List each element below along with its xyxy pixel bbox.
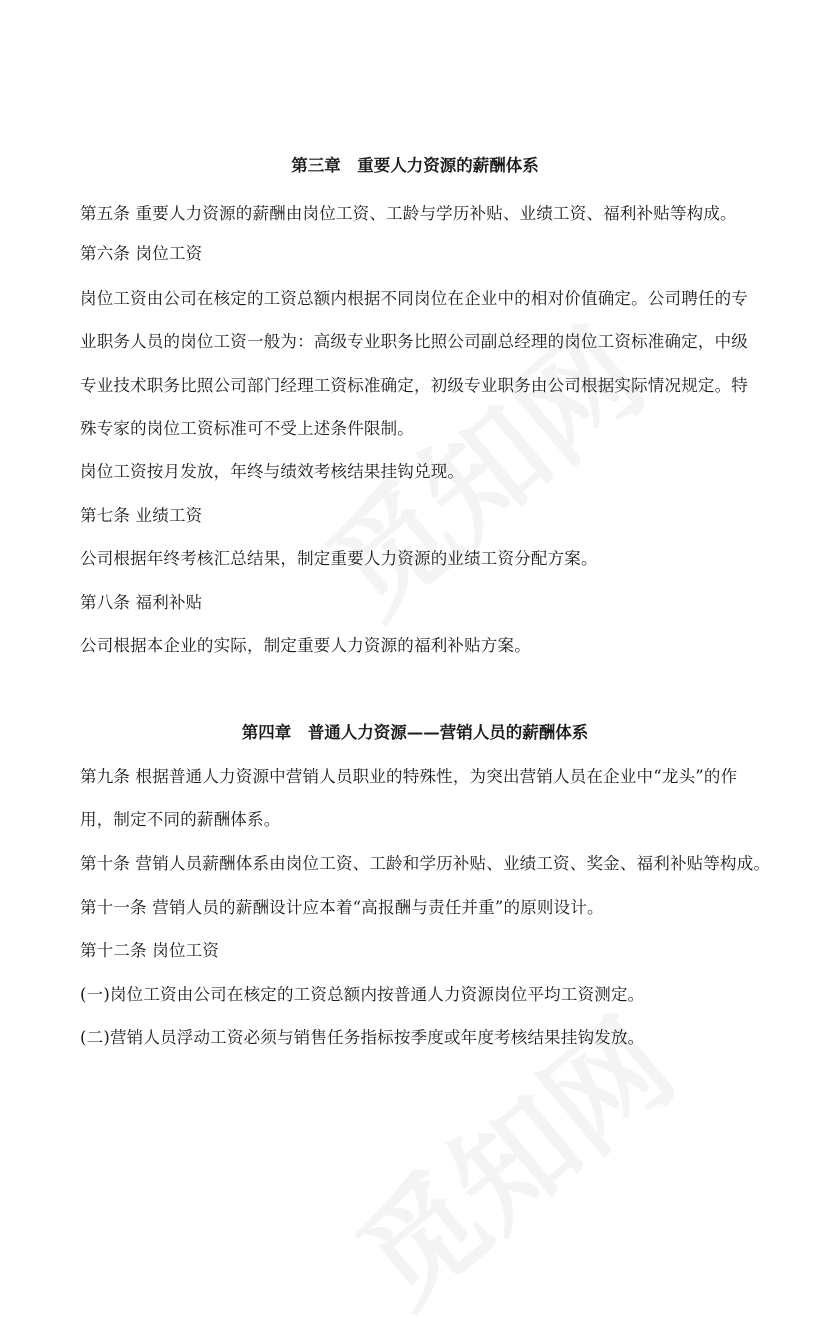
paragraph-line: 公司根据年终考核汇总结果，制定重要人力资源的业绩工资分配方案。 [80, 549, 598, 568]
paragraph-line: 专业技术职务比照公司部门经理工资标准确定，初级专业职务由公司根据实际情况规定。特 [80, 376, 748, 395]
paragraph-line: 第八条 福利补贴 [80, 593, 203, 612]
paragraph-line: 业职务人员的岗位工资一般为：高级专业职务比照公司副总经理的岗位工资标准确定，中级 [80, 332, 748, 351]
paragraph-line: (一)岗位工资由公司在核定的工资总额内按普通人力资源岗位平均工资测定。 [80, 985, 645, 1004]
paragraph-line: 第七条 业绩工资 [80, 506, 203, 525]
paragraph-line: 第六条 岗位工资 [80, 244, 203, 263]
paragraph-line: 殊专家的岗位工资标准可不受上述条件限制。 [80, 419, 414, 438]
paragraph-line: 第十条 营销人员薪酬体系由岗位工资、工龄和学历补贴、业绩工资、奖金、福利补贴等构成。 [80, 854, 771, 873]
paragraph-line: 公司根据本企业的实际，制定重要人力资源的福利补贴方案。 [80, 636, 531, 655]
paragraph-line: 岗位工资按月发放，年终与绩效考核结果挂钩兑现。 [80, 462, 465, 481]
paragraph-line: 用，制定不同的薪酬体系。 [80, 810, 281, 829]
chapter-3-title: 第三章 重要人力资源的薪酬体系 [291, 156, 539, 175]
paragraph-line: 岗位工资由公司在核定的工资总额内根据不同岗位在企业中的相对价值确定。公司聘任的专 [80, 289, 748, 308]
paragraph-line: 第五条 重要人力资源的薪酬由岗位工资、工龄与学历补贴、业绩工资、福利补贴等构成。 [80, 204, 737, 223]
paragraph-line: (二)营销人员浮动工资必须与销售任务指标按季度或年度考核结果挂钩发放。 [80, 1028, 645, 1047]
chapter-4-title: 第四章 普通人力资源——营销人员的薪酬体系 [241, 723, 589, 742]
paragraph-line: 第十一条 营销人员的薪酬设计应本着“高报酬与责任并重”的原则设计。 [80, 898, 604, 917]
paragraph-line: 第九条 根据普通人力资源中营销人员职业的特殊性，为突出营销人员在企业中“龙头”的作 [80, 767, 738, 786]
paragraph-line: 第十二条 岗位工资 [80, 941, 220, 960]
